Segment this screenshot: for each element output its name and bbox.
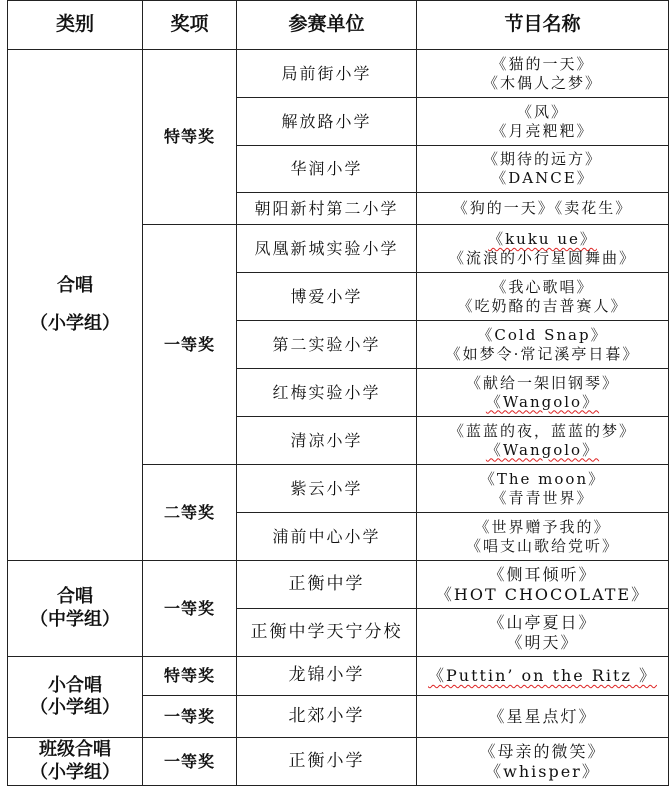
unit-cell: 龙锦小学 [237, 657, 417, 696]
program-cell: 《世界赠予我的》 《唱支山歌给党听》 [417, 513, 669, 561]
program-cell: 《The moon》 《青青世界》 [417, 465, 669, 513]
program-cell: 《kuku ue》 《流浪的小行星圆舞曲》 [417, 225, 669, 273]
program-cell: 《星星点灯》 [417, 696, 669, 738]
award-special: 特等奖 [143, 657, 237, 696]
unit-cell: 浦前中心小学 [237, 513, 417, 561]
award-second: 二等奖 [143, 465, 237, 561]
unit-cell: 红梅实验小学 [237, 369, 417, 417]
award-first: 一等奖 [143, 225, 237, 465]
program-cell: 《Cold Snap》 《如梦令·常记溪亭日暮》 [417, 321, 669, 369]
unit-cell: 正衡中学天宁分校 [237, 609, 417, 657]
unit-cell: 紫云小学 [237, 465, 417, 513]
unit-cell: 正衡小学 [237, 738, 417, 786]
award-first: 一等奖 [143, 738, 237, 786]
program-cell: 《我心歌唱》 《吃奶酪的吉普赛人》 [417, 273, 669, 321]
unit-cell: 北郊小学 [237, 696, 417, 738]
table-row [8, 50, 669, 98]
unit-cell: 第二实验小学 [237, 321, 417, 369]
category-class-choir: 班级合唱 （小学组） [8, 738, 143, 786]
program-cell: 《侧耳倾听》 《HOT CHOCOLATE》 [417, 561, 669, 609]
program-cell: 《猫的一天》 《木偶人之梦》 [417, 50, 669, 98]
unit-cell: 清凉小学 [237, 417, 417, 465]
unit-cell: 朝阳新村第二小学 [237, 193, 417, 225]
unit-cell: 局前街小学 [237, 50, 417, 98]
header-row [8, 1, 669, 50]
header-award: 奖项 [143, 1, 237, 50]
unit-cell: 凤凰新城实验小学 [237, 225, 417, 273]
table-row [8, 657, 669, 696]
program-cell: 《狗的一天》《卖花生》 [417, 193, 669, 225]
program-cell: 《献给一架旧钢琴》 《Wangolo》 [417, 369, 669, 417]
category-small-choir: 小合唱 （小学组） [8, 657, 143, 738]
table-row [8, 738, 669, 786]
award-first: 一等奖 [143, 696, 237, 738]
category-primary-choir: 合唱 （小学组） [8, 50, 143, 561]
program-cell: 《母亲的微笑》 《whisper》 [417, 738, 669, 786]
unit-cell: 正衡中学 [237, 561, 417, 609]
unit-cell: 博爱小学 [237, 273, 417, 321]
unit-cell: 华润小学 [237, 146, 417, 193]
header-unit: 参赛单位 [237, 1, 417, 50]
program-cell: 《蓝蓝的夜，蓝蓝的梦》 《Wangolo》 [417, 417, 669, 465]
program-cell: 《风》 《月亮粑粑》 [417, 98, 669, 146]
category-middle-choir: 合唱 （中学组） [8, 561, 143, 657]
program-cell: 《期待的远方》 《DANCE》 [417, 146, 669, 193]
header-category: 类别 [8, 1, 143, 50]
program-cell: 《Puttin’ on the Ritz 》 [417, 657, 669, 696]
award-special: 特等奖 [143, 50, 237, 225]
award-first: 一等奖 [143, 561, 237, 657]
awards-table [7, 0, 669, 786]
header-program: 节目名称 [417, 1, 669, 50]
unit-cell: 解放路小学 [237, 98, 417, 146]
program-cell: 《山亭夏日》 《明天》 [417, 609, 669, 657]
table-row [8, 561, 669, 609]
